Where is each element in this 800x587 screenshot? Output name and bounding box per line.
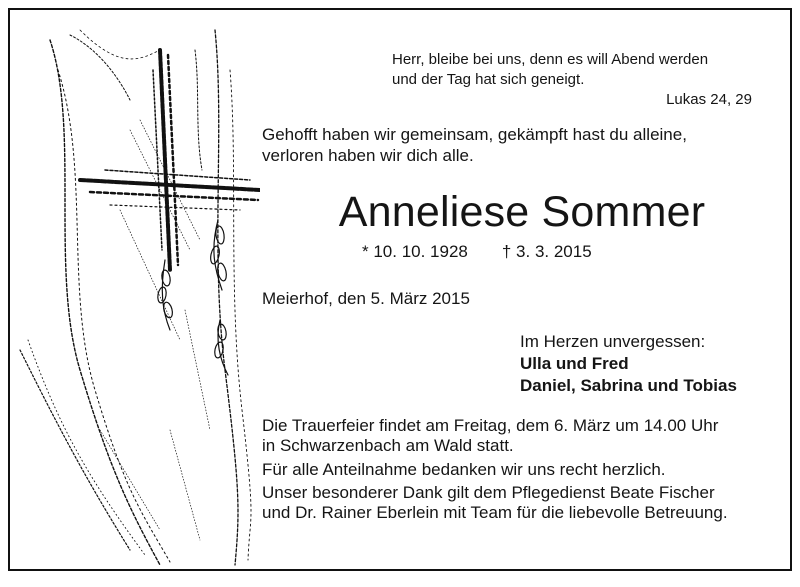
special-thanks-line-1: Unser besonderer Dank gilt dem Pflegedienst Beate Fischer <box>262 483 715 502</box>
special-thanks-line-2: und Dr. Rainer Eberlein mit Team für die liebevolle Betreuung. <box>262 503 728 522</box>
funeral-line-2: in Schwarzenbach am Wald statt. <box>262 436 514 455</box>
bible-verse-line-1: Herr, bleibe bei uns, denn es will Abend werden <box>392 51 709 68</box>
life-dates <box>362 241 592 263</box>
birth-date: * 10. 10. 1928 <box>362 242 468 261</box>
thanks-text: Für alle Anteilnahme bedanken wir uns recht herzlich. <box>262 460 666 479</box>
mourner-name: Ulla und Fred <box>520 354 629 373</box>
deceased-name: Anneliese Sommer <box>338 188 706 236</box>
cross-and-wheat-icon <box>10 10 260 569</box>
obituary-notice <box>8 8 792 571</box>
mourner-name: Daniel, Sabrina und Tobias <box>520 376 737 395</box>
intro-line-1: Gehofft haben wir gemeinsam, gekämpft hast du alleine, <box>262 125 687 144</box>
bible-verse-source: Lukas 24, 29 <box>666 91 752 108</box>
intro-line-2: verloren haben wir dich alle. <box>262 146 474 165</box>
intro-text <box>262 124 762 166</box>
bible-verse <box>392 50 752 110</box>
place-and-date: Meierhof, den 5. März 2015 <box>262 289 470 308</box>
funeral-info <box>262 416 782 456</box>
funeral-line-1: Die Trauerfeier findet am Freitag, dem 6. März um 14.00 Uhr <box>262 416 719 435</box>
death-date: † 3. 3. 2015 <box>501 242 592 261</box>
special-thanks <box>262 483 782 523</box>
mourners-heading: Im Herzen unvergessen: <box>520 332 706 351</box>
mourners-block <box>520 331 737 397</box>
bible-verse-line-2: und der Tag hat sich geneigt. <box>392 71 585 88</box>
